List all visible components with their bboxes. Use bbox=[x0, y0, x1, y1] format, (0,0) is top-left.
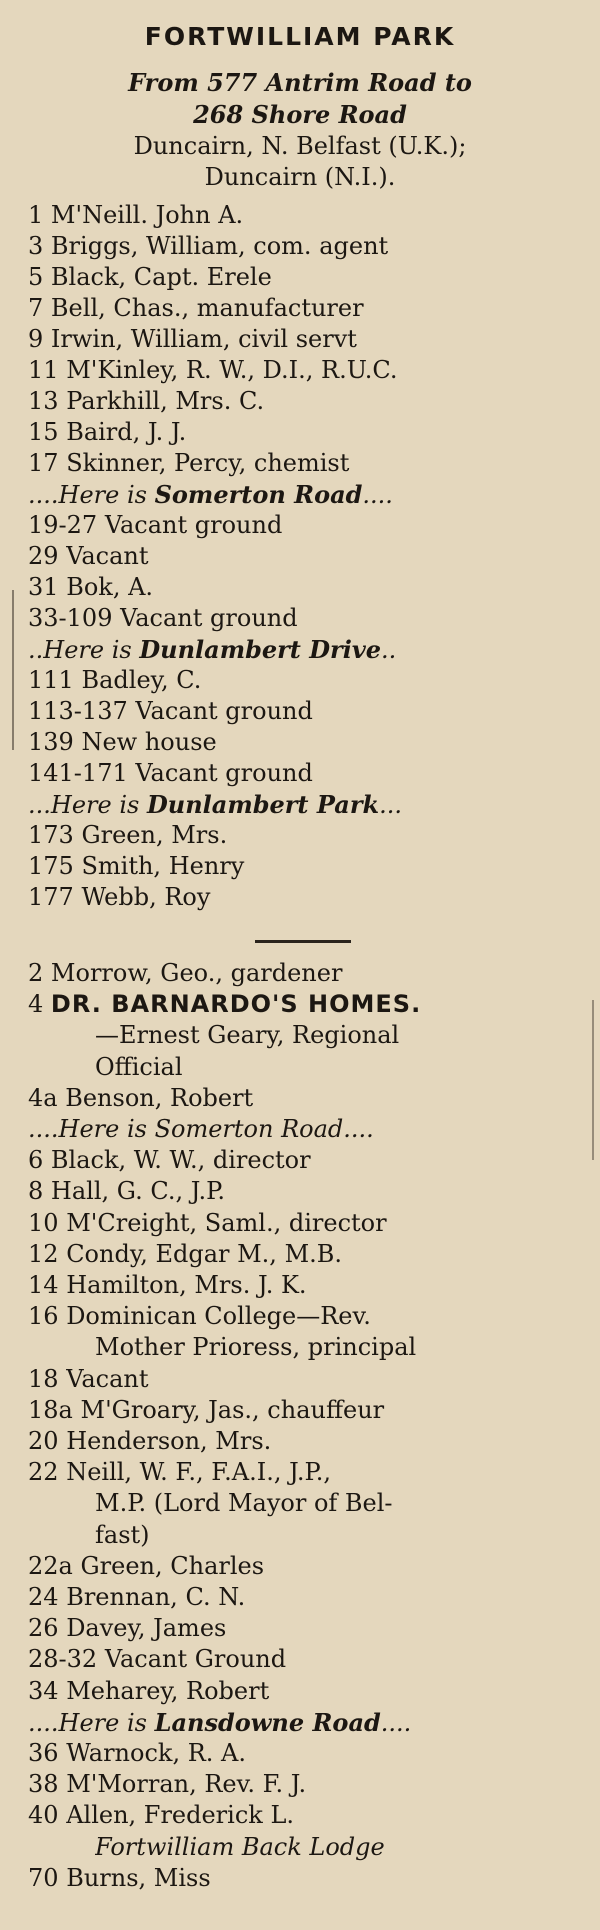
directory-entry bbox=[28, 572, 582, 603]
entry-continuation: —Ernest Geary, Regional bbox=[95, 1021, 400, 1050]
resident-name: Webb, Roy bbox=[81, 883, 211, 911]
column-rule-right bbox=[592, 1000, 594, 1160]
directory-entry bbox=[28, 1239, 582, 1270]
directory-entry bbox=[28, 1083, 582, 1114]
house-number: 5 bbox=[28, 263, 44, 291]
resident-name: Parkhill, Mrs. C. bbox=[66, 387, 265, 415]
house-number: 111 bbox=[28, 666, 74, 694]
resident-name: Allen, Frederick L. bbox=[66, 1801, 295, 1830]
resident-name: Henderson, Mrs. bbox=[66, 1427, 272, 1455]
house-number: 40 bbox=[28, 1801, 59, 1830]
directory-entry bbox=[28, 1676, 582, 1707]
resident-name: Warnock, R. A. bbox=[66, 1739, 246, 1767]
entry-continuation: fast) bbox=[95, 1520, 150, 1549]
cross-street-note bbox=[28, 479, 582, 510]
directory-entry bbox=[28, 603, 582, 634]
cross-street-suffix: .... bbox=[380, 1708, 412, 1737]
resident-name: Bell, Chas., manufacturer bbox=[50, 294, 364, 322]
cross-street-note bbox=[28, 1114, 582, 1145]
directory-entry bbox=[28, 200, 582, 231]
house-number: 70 bbox=[28, 1863, 59, 1892]
house-number: 36 bbox=[28, 1739, 59, 1767]
cross-street-prefix: ...Here is bbox=[28, 791, 147, 819]
cross-street-prefix: ..Here is bbox=[28, 636, 140, 664]
directory-entry bbox=[28, 262, 582, 293]
directory-entry bbox=[28, 541, 582, 572]
cross-street-prefix: ....Here is Somerton Road.... bbox=[28, 1115, 374, 1143]
directory-entry bbox=[28, 1800, 582, 1831]
cross-street-name: Dunlambert Drive bbox=[139, 635, 382, 664]
resident-name: Badley, C. bbox=[81, 666, 202, 694]
entry-continuation: Mother Prioress, principal bbox=[95, 1333, 417, 1362]
directory-entry bbox=[28, 758, 582, 789]
lodge-note: Fortwilliam Back Lodge bbox=[95, 1832, 385, 1861]
resident-name: Dominican College—Rev. bbox=[66, 1302, 371, 1331]
location-line-1: Duncairn, N. Belfast (U.K.); bbox=[133, 132, 467, 160]
house-number: 24 bbox=[28, 1583, 59, 1611]
directory-entry bbox=[28, 1769, 582, 1800]
directory-entry bbox=[28, 696, 582, 727]
house-number: 4a bbox=[28, 1083, 58, 1112]
directory-entry bbox=[28, 448, 582, 479]
house-number: 18 bbox=[28, 1364, 59, 1393]
resident-name: Skinner, Percy, chemist bbox=[66, 449, 350, 477]
resident-name: Black, Capt. Erele bbox=[50, 263, 272, 291]
resident-name: DR. BARNARDO'S HOMES. bbox=[50, 990, 422, 1019]
directory-entry bbox=[28, 386, 582, 417]
cross-street-note bbox=[28, 634, 582, 665]
house-number: 4 bbox=[28, 990, 44, 1019]
directory-entry bbox=[28, 1176, 582, 1207]
resident-name: Black, W. W., director bbox=[50, 1146, 311, 1175]
house-number: 26 bbox=[28, 1614, 59, 1643]
resident-name: Green, Charles bbox=[80, 1551, 265, 1580]
directory-entry bbox=[28, 851, 582, 882]
directory-entry bbox=[28, 1863, 582, 1894]
house-number: 22 bbox=[28, 1458, 59, 1487]
resident-name: Irwin, William, civil servt bbox=[50, 325, 357, 353]
house-number: 173 bbox=[28, 821, 74, 849]
house-number: 22a bbox=[28, 1551, 73, 1580]
resident-name: Vacant bbox=[66, 1364, 149, 1393]
resident-name: New house bbox=[81, 728, 217, 756]
house-number: 33-109 bbox=[28, 604, 113, 632]
resident-name: Meharey, Robert bbox=[66, 1676, 270, 1705]
house-number: 12 bbox=[28, 1239, 59, 1268]
directory-entry bbox=[28, 1644, 582, 1675]
resident-name: Green, Mrs. bbox=[81, 821, 228, 849]
column-rule-left bbox=[12, 590, 14, 750]
house-number: 13 bbox=[28, 387, 59, 415]
house-number: 177 bbox=[28, 883, 74, 911]
resident-name: Burns, Miss bbox=[66, 1863, 211, 1892]
directory-entry bbox=[28, 1270, 582, 1301]
resident-name: Vacant Ground bbox=[104, 1645, 287, 1674]
directory-entry bbox=[28, 1457, 582, 1488]
house-number: 28-32 bbox=[28, 1645, 98, 1674]
house-number: 29 bbox=[28, 542, 59, 570]
house-number: 8 bbox=[28, 1177, 44, 1206]
resident-name: Hall, G. C., J.P. bbox=[50, 1177, 226, 1206]
resident-name: Brennan, C. N. bbox=[66, 1583, 246, 1611]
resident-name: Baird, J. J. bbox=[66, 418, 187, 446]
resident-name: Bok, A. bbox=[66, 573, 154, 601]
cross-street-suffix: ... bbox=[379, 791, 402, 819]
cross-street-prefix: ....Here is bbox=[28, 481, 155, 509]
directory-entry bbox=[28, 727, 582, 758]
directory-entry bbox=[28, 665, 582, 696]
resident-name: Vacant ground bbox=[104, 511, 283, 539]
directory-entry bbox=[28, 820, 582, 851]
house-number: 19-27 bbox=[28, 511, 98, 539]
house-number: 14 bbox=[28, 1271, 59, 1299]
house-number: 31 bbox=[28, 573, 59, 601]
directory-entry bbox=[28, 1364, 582, 1395]
section-separator bbox=[255, 940, 351, 943]
house-number: 3 bbox=[28, 232, 44, 260]
directory-entry bbox=[28, 324, 582, 355]
house-number: 2 bbox=[28, 959, 44, 987]
house-number: 6 bbox=[28, 1146, 44, 1175]
cross-street-prefix: ....Here is bbox=[28, 1708, 155, 1737]
directory-entry bbox=[28, 1426, 582, 1457]
directory-entry bbox=[28, 355, 582, 386]
house-number: 1 bbox=[28, 201, 44, 229]
house-number: 20 bbox=[28, 1427, 59, 1455]
street-title: FORTWILLIAM PARK bbox=[144, 22, 456, 51]
resident-name: Vacant bbox=[66, 542, 149, 570]
cross-street-note bbox=[28, 789, 582, 820]
to-line: 268 Shore Road bbox=[193, 100, 407, 129]
cross-street-suffix: .. bbox=[381, 636, 397, 664]
resident-name: Vacant ground bbox=[135, 697, 313, 725]
directory-entry bbox=[28, 417, 582, 448]
resident-name: M'Creight, Saml., director bbox=[66, 1208, 387, 1237]
resident-name: M'Kinley, R. W., D.I., R.U.C. bbox=[66, 356, 398, 384]
directory-entry bbox=[28, 1613, 582, 1644]
house-number: 16 bbox=[28, 1302, 59, 1331]
entry-continuation: M.P. (Lord Mayor of Bel- bbox=[95, 1489, 393, 1518]
directory-entry bbox=[28, 1551, 582, 1582]
directory-entry bbox=[28, 1738, 582, 1769]
resident-name: Hamilton, Mrs. J. K. bbox=[66, 1271, 307, 1299]
house-number: 139 bbox=[28, 728, 74, 756]
directory-entry bbox=[28, 231, 582, 262]
house-number: 9 bbox=[28, 325, 44, 353]
resident-name: Condy, Edgar M., M.B. bbox=[66, 1239, 343, 1268]
house-number: 18a bbox=[28, 1395, 73, 1424]
house-number: 10 bbox=[28, 1208, 59, 1237]
resident-name: M'Morran, Rev. F. J. bbox=[66, 1770, 307, 1799]
directory-entry bbox=[28, 1301, 582, 1332]
resident-name: Briggs, William, com. agent bbox=[50, 232, 389, 260]
directory-entry bbox=[28, 510, 582, 541]
directory-entry bbox=[28, 989, 582, 1020]
resident-name: M'Neill. John A. bbox=[50, 201, 244, 229]
resident-name: Vacant ground bbox=[135, 759, 313, 787]
directory-entry bbox=[28, 1395, 582, 1426]
resident-name: M'Groary, Jas., chauffeur bbox=[80, 1395, 385, 1424]
house-number: 175 bbox=[28, 852, 74, 880]
house-number: 141-171 bbox=[28, 759, 128, 787]
resident-name: Neill, W. F., F.A.I., J.P., bbox=[66, 1458, 332, 1487]
cross-street-suffix: .... bbox=[362, 481, 393, 509]
house-number: 17 bbox=[28, 449, 59, 477]
resident-name: Smith, Henry bbox=[81, 852, 245, 880]
cross-street-name: Somerton Road bbox=[154, 480, 363, 509]
cross-street-name: Lansdowne Road bbox=[154, 1707, 381, 1737]
resident-name: Vacant ground bbox=[120, 604, 298, 632]
house-number: 15 bbox=[28, 418, 59, 446]
directory-entry bbox=[28, 1145, 582, 1176]
house-number: 7 bbox=[28, 294, 44, 322]
directory-entry bbox=[28, 1208, 582, 1239]
cross-street-note bbox=[28, 1707, 582, 1738]
directory-entry bbox=[28, 958, 582, 989]
directory-entry bbox=[28, 293, 582, 324]
house-number: 34 bbox=[28, 1676, 59, 1705]
house-number: 38 bbox=[28, 1770, 59, 1799]
house-number: 113-137 bbox=[28, 697, 128, 725]
directory-entry bbox=[28, 882, 582, 913]
location-line-2: Duncairn (N.I.). bbox=[204, 163, 396, 191]
directory-entry bbox=[28, 1582, 582, 1613]
from-line: From 577 Antrim Road to bbox=[128, 68, 472, 97]
house-number: 11 bbox=[28, 356, 59, 384]
resident-name: Benson, Robert bbox=[65, 1083, 254, 1112]
cross-street-name: Dunlambert Park bbox=[146, 790, 380, 819]
entry-continuation: Official bbox=[95, 1052, 183, 1081]
resident-name: Davey, James bbox=[66, 1614, 227, 1643]
resident-name: Morrow, Geo., gardener bbox=[50, 959, 343, 987]
